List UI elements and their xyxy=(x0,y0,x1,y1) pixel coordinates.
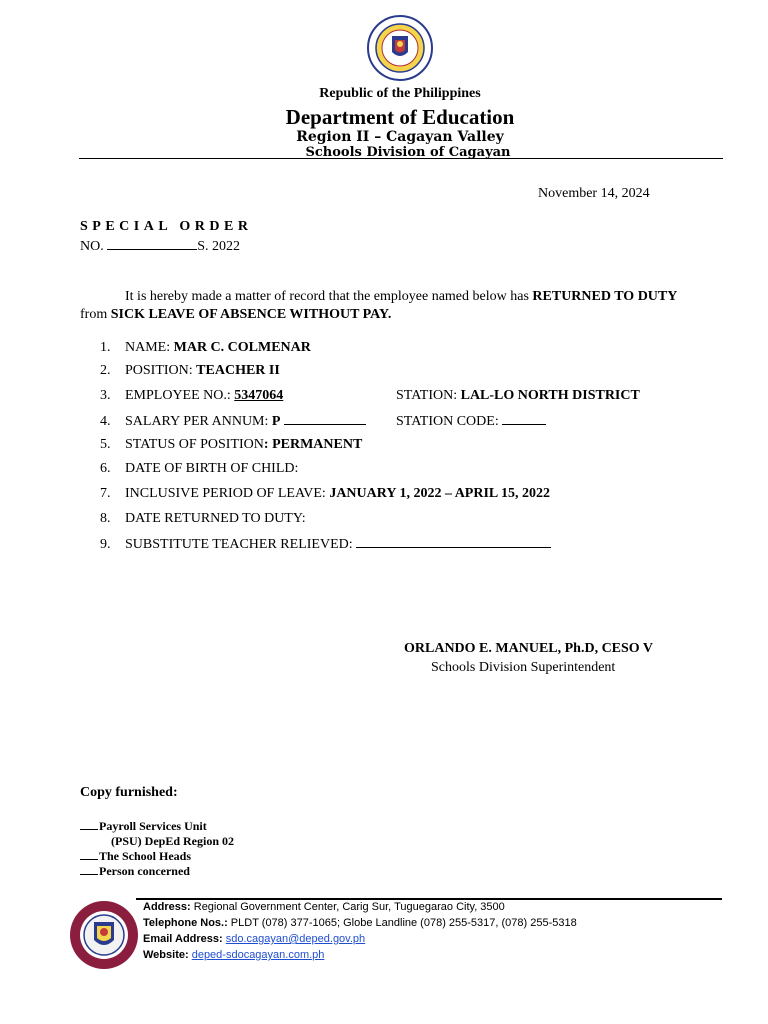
order-no-label: NO. xyxy=(80,239,104,254)
republic-line: Republic of the Philippines xyxy=(319,86,481,101)
document-date: November 14, 2024 xyxy=(538,186,650,201)
region-line: Region II – Cagayan Valley xyxy=(296,129,504,145)
list-item: 1. NAME: MAR C. COLMENAR xyxy=(100,340,311,355)
salary-value: P xyxy=(271,414,281,429)
intro-text: It is hereby made a matter of record that the employee named below has xyxy=(125,289,533,304)
list-item: 4. SALARY PER ANNUM: P xyxy=(100,413,366,430)
deped-seal-icon xyxy=(366,14,434,82)
station-field: STATION: LAL-LO NORTH DISTRICT xyxy=(396,388,640,403)
employee-position: TEACHER II xyxy=(196,363,280,378)
department-title: Department of Education xyxy=(285,105,515,129)
order-no-blank xyxy=(107,238,197,250)
station-code-field: STATION CODE: xyxy=(396,413,546,430)
station-code-blank xyxy=(502,413,546,425)
salary-blank xyxy=(284,413,366,425)
substitute-blank xyxy=(356,536,551,548)
copy-item-sub: (PSU) DepEd Region 02 xyxy=(111,834,235,848)
list-item: 3. EMPLOYEE NO.: 5347064 xyxy=(100,388,284,403)
list-item: 9. SUBSTITUTE TEACHER RELIEVED: xyxy=(100,536,551,553)
division-line: Schools Division of Cagayan xyxy=(305,145,511,160)
footer-website: Website: deped-sdocagayan.com.ph xyxy=(143,949,325,961)
special-order-title: SPECIAL ORDER xyxy=(80,219,253,234)
from-text: from xyxy=(80,307,111,322)
footer-address: Address: Regional Government Center, Carig Sur, Tuguegarao City, 3500 xyxy=(143,901,505,913)
order-number xyxy=(80,238,240,255)
signatory-name: ORLANDO E. MANUEL, Ph.D, CESO V xyxy=(404,641,654,656)
email-link[interactable]: sdo.cagayan@deped.gov.ph xyxy=(225,933,366,945)
footer-email: Email Address: sdo.cagayan@deped.gov.ph xyxy=(143,933,366,945)
list-item: 8. DATE RETURNED TO DUTY: xyxy=(100,511,306,526)
from-bold: SICK LEAVE OF ABSENCE WITHOUT PAY. xyxy=(110,307,392,322)
header-rule xyxy=(79,158,723,159)
list-item: 7. INCLUSIVE PERIOD OF LEAVE: JANUARY 1, 2022 – APRIL 15, 2022 xyxy=(100,486,550,501)
employee-number: 5347064 xyxy=(234,388,284,403)
station-value: LAL-LO NORTH DISTRICT xyxy=(460,388,640,403)
copy-item: The School Heads xyxy=(80,849,191,864)
employee-name: MAR C. COLMENAR xyxy=(173,340,311,355)
order-series: S. 2022 xyxy=(197,239,241,254)
footer-phone: Telephone Nos.: PLDT (078) 377-1065; Globe Landline (078) 255-5317, (078) 255-5318 xyxy=(143,917,577,929)
list-item: 6. DATE OF BIRTH OF CHILD: xyxy=(100,461,299,476)
copy-item: Person concerned xyxy=(80,864,190,879)
list-item: 5. STATUS OF POSITION: PERMANENT xyxy=(100,437,363,452)
website-link[interactable]: deped-sdocagayan.com.ph xyxy=(191,949,325,961)
status-value: : PERMANENT xyxy=(263,437,363,452)
leave-period: JANUARY 1, 2022 – APRIL 15, 2022 xyxy=(329,486,550,501)
division-seal-icon xyxy=(69,900,139,970)
copy-item: Payroll Services Unit xyxy=(80,819,207,834)
body-paragraph xyxy=(80,288,725,324)
intro-bold: RETURNED TO DUTY xyxy=(532,289,678,304)
copy-furnished-title: Copy furnished: xyxy=(80,785,178,800)
footer-rule xyxy=(136,898,722,900)
list-item: 2. POSITION: TEACHER II xyxy=(100,363,280,378)
signatory-title: Schools Division Superintendent xyxy=(431,660,616,675)
